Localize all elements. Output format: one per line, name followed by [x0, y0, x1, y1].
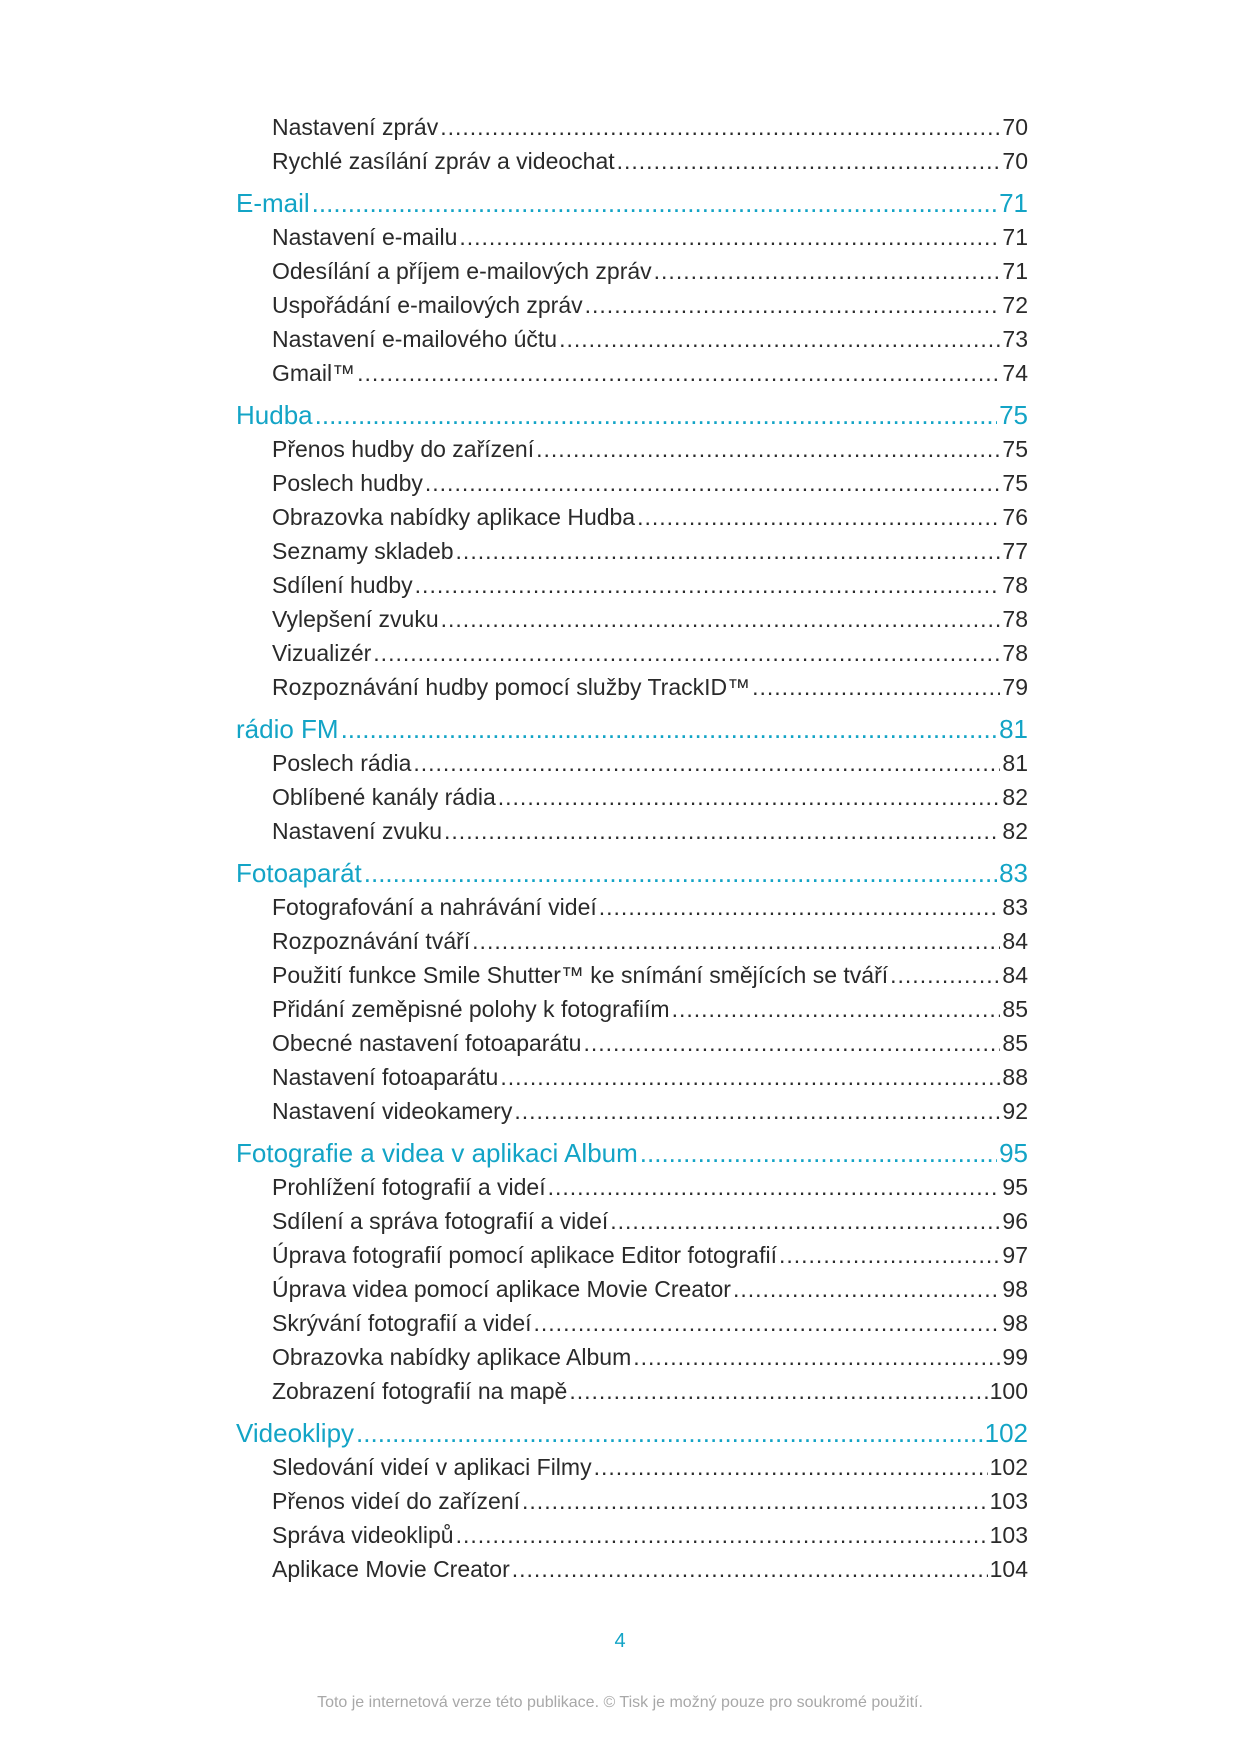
toc-title: Poslech rádia	[272, 750, 412, 776]
toc-title: Rozpoznávání tváří	[272, 928, 471, 954]
toc-title: Nastavení e-mailu	[272, 224, 458, 250]
dot-leader	[594, 1454, 988, 1481]
dot-leader	[583, 1030, 1000, 1057]
toc-entry[interactable]	[272, 996, 1028, 1030]
toc-entry[interactable]	[272, 1556, 1028, 1590]
toc-entry[interactable]	[272, 818, 1028, 852]
toc-entry[interactable]	[272, 606, 1028, 640]
toc-entry[interactable]	[272, 1310, 1028, 1344]
toc-title: Gmail™	[272, 360, 356, 386]
dot-leader	[654, 258, 1001, 285]
toc-page-number: 98	[1002, 1276, 1028, 1302]
dot-leader	[415, 572, 1001, 599]
toc-entry[interactable]	[272, 1030, 1028, 1064]
toc-page-number: 96	[1002, 1208, 1028, 1234]
toc-entry[interactable]	[272, 292, 1028, 326]
dot-leader	[440, 114, 1000, 141]
toc-page-number: 92	[1002, 1098, 1028, 1124]
toc-page-number: 98	[1002, 1310, 1028, 1336]
toc-page-number: 81	[1002, 750, 1028, 776]
dot-leader	[522, 1488, 988, 1515]
toc-section[interactable]	[236, 852, 1028, 894]
toc-title: Nastavení fotoaparátu	[272, 1064, 499, 1090]
toc-page-number: 70	[1002, 114, 1028, 140]
toc-entry[interactable]	[272, 470, 1028, 504]
toc-page-number: 75	[1002, 470, 1028, 496]
toc-entry[interactable]	[272, 1378, 1028, 1412]
toc-title: Rychlé zasílání zpráv a videochat	[272, 148, 615, 174]
toc-title: Videoklipy	[236, 1418, 355, 1448]
toc-page-number: 76	[1002, 504, 1028, 530]
page-footer: Toto je internetová verze této publikace. © Tisk je možný pouze pro soukromé použití.	[317, 1694, 923, 1711]
toc-page-number: 82	[1002, 818, 1028, 844]
toc-entry[interactable]	[272, 1208, 1028, 1242]
toc-entry[interactable]	[272, 258, 1028, 292]
dot-leader	[512, 1556, 988, 1583]
dot-leader	[640, 1138, 997, 1169]
toc-page-number: 95	[1002, 1174, 1028, 1200]
dot-leader	[341, 714, 998, 745]
dot-leader	[364, 858, 997, 889]
toc-page-number: 85	[1002, 996, 1028, 1022]
toc-entry[interactable]	[272, 784, 1028, 818]
toc-section[interactable]	[236, 708, 1028, 750]
toc-title: Použití funkce Smile Shutter™ ke snímání smějících se tváří	[272, 962, 889, 988]
toc-title: Aplikace Movie Creator	[272, 1556, 510, 1582]
toc-page-number: 78	[1002, 640, 1028, 666]
toc-entry[interactable]	[272, 1242, 1028, 1276]
toc-page-number: 103	[989, 1488, 1028, 1514]
toc-page-number: 83	[999, 858, 1028, 888]
toc-title: Prohlížení fotografií a videí	[272, 1174, 546, 1200]
toc-title: Odesílání a příjem e-mailových zpráv	[272, 258, 652, 284]
toc-page-number: 78	[1002, 606, 1028, 632]
dot-leader	[633, 1344, 1000, 1371]
dot-leader	[617, 148, 1001, 175]
toc-page-number: 71	[1002, 224, 1028, 250]
toc-page-number: 99	[1002, 1344, 1028, 1370]
toc-entry[interactable]	[272, 148, 1028, 182]
page-number: 4	[614, 1630, 626, 1652]
toc-title: rádio FM	[236, 714, 339, 744]
toc-title: Úprava fotografií pomocí aplikace Editor fotografií	[272, 1242, 777, 1268]
dot-leader	[444, 818, 1000, 845]
toc-title: Uspořádání e-mailových zpráv	[272, 292, 583, 318]
toc-title: E-mail	[236, 188, 310, 218]
toc-entry[interactable]	[272, 360, 1028, 394]
toc-section[interactable]	[236, 1412, 1028, 1454]
toc-entry[interactable]	[272, 326, 1028, 360]
toc-page-number: 72	[1002, 292, 1028, 318]
toc-title: Fotografování a nahrávání videí	[272, 894, 597, 920]
toc-title: Hudba	[236, 400, 313, 430]
toc-title: Obecné nastavení fotoaparátu	[272, 1030, 582, 1056]
toc-title: Přenos hudby do zařízení	[272, 436, 535, 462]
toc-title: Sdílení a správa fotografií a videí	[272, 1208, 609, 1234]
toc-entry[interactable]	[272, 1522, 1028, 1556]
toc-title: Zobrazení fotografií na mapě	[272, 1378, 568, 1404]
dot-leader	[413, 750, 1000, 777]
dot-leader	[536, 436, 1000, 463]
toc-page-number: 97	[1002, 1242, 1028, 1268]
toc-title: Nastavení e-mailového účtu	[272, 326, 558, 352]
toc-entry[interactable]	[272, 1098, 1028, 1132]
dot-leader	[637, 504, 1000, 531]
toc-title: Sledování videí v aplikaci Filmy	[272, 1454, 592, 1480]
dot-leader	[425, 470, 1001, 497]
dot-leader	[672, 996, 1001, 1023]
toc-section[interactable]	[236, 182, 1028, 224]
dot-leader	[459, 224, 1000, 251]
toc-title: Nastavení videokamery	[272, 1098, 513, 1124]
toc-entry[interactable]	[272, 538, 1028, 572]
dot-leader	[890, 962, 1000, 989]
toc-title: Oblíbené kanály rádia	[272, 784, 496, 810]
toc-title: Obrazovka nabídky aplikace Hudba	[272, 504, 636, 530]
toc-entry[interactable]	[272, 928, 1028, 962]
dot-leader	[312, 188, 997, 219]
toc-entry[interactable]	[272, 962, 1028, 996]
toc-page-number: 104	[989, 1556, 1028, 1582]
toc-page-number: 73	[1002, 326, 1028, 352]
dot-leader	[356, 1418, 983, 1449]
toc-title: Správa videoklipů	[272, 1522, 454, 1548]
toc-title: Vylepšení zvuku	[272, 606, 439, 632]
toc-section[interactable]	[236, 1132, 1028, 1174]
dot-leader	[514, 1098, 1000, 1125]
toc-title: Přenos videí do zařízení	[272, 1488, 521, 1514]
toc-entry[interactable]	[272, 504, 1028, 538]
dot-leader	[548, 1174, 1001, 1201]
toc-title: Seznamy skladeb	[272, 538, 454, 564]
toc-entry[interactable]	[272, 674, 1028, 708]
toc-page-number: 100	[989, 1378, 1028, 1404]
toc-entry[interactable]	[272, 1174, 1028, 1208]
dot-leader	[585, 292, 1001, 319]
toc-page-number: 88	[1002, 1064, 1028, 1090]
toc-page-number: 83	[1002, 894, 1028, 920]
toc-entry[interactable]	[272, 1064, 1028, 1098]
toc-entry[interactable]	[272, 1488, 1028, 1522]
toc-title: Obrazovka nabídky aplikace Album	[272, 1344, 632, 1370]
toc-title: Poslech hudby	[272, 470, 423, 496]
dot-leader	[752, 674, 1000, 701]
toc-title: Sdílení hudby	[272, 572, 413, 598]
toc-page-number: 70	[1002, 148, 1028, 174]
dot-leader	[500, 1064, 1000, 1091]
toc-entry[interactable]	[272, 572, 1028, 606]
toc-entry[interactable]	[272, 750, 1028, 784]
dot-leader	[599, 894, 1001, 921]
toc-page-number: 103	[989, 1522, 1028, 1548]
toc-entry[interactable]	[272, 1344, 1028, 1378]
toc-page-number: 102	[984, 1418, 1028, 1448]
toc-entry[interactable]	[272, 894, 1028, 928]
dot-leader	[357, 360, 1000, 387]
toc-page-number: 75	[999, 400, 1028, 430]
toc-page-number: 71	[999, 188, 1028, 218]
toc-title: Fotoaparát	[236, 858, 362, 888]
toc-section[interactable]	[236, 394, 1028, 436]
toc-entry[interactable]	[272, 114, 1028, 148]
toc-page-number: 75	[1002, 436, 1028, 462]
toc-page-number: 85	[1002, 1030, 1028, 1056]
toc-title: Přidání zeměpisné polohy k fotografiím	[272, 996, 670, 1022]
toc-page-number: 84	[1002, 962, 1028, 988]
toc-page-number: 79	[1002, 674, 1028, 700]
dot-leader	[534, 1310, 1001, 1337]
toc-entry[interactable]	[272, 1276, 1028, 1310]
dot-leader	[610, 1208, 1000, 1235]
dot-leader	[373, 640, 1000, 667]
dot-leader	[441, 606, 1001, 633]
toc-page-number: 77	[1002, 538, 1028, 564]
toc-page-number: 78	[1002, 572, 1028, 598]
toc-entry[interactable]	[272, 640, 1028, 674]
dot-leader	[498, 784, 1001, 811]
toc-title: Úprava videa pomocí aplikace Movie Creator	[272, 1276, 731, 1302]
dot-leader	[315, 400, 997, 431]
toc-page-number: 81	[999, 714, 1028, 744]
toc-title: Rozpoznávání hudby pomocí služby TrackID™	[272, 674, 751, 700]
dot-leader	[779, 1242, 1000, 1269]
dot-leader	[456, 1522, 988, 1549]
dot-leader	[559, 326, 1000, 353]
toc-page-number: 95	[999, 1138, 1028, 1168]
toc-entry[interactable]	[272, 436, 1028, 470]
dot-leader	[472, 928, 1000, 955]
toc-page-number: 84	[1002, 928, 1028, 954]
dot-leader	[733, 1276, 1000, 1303]
toc-page-number: 82	[1002, 784, 1028, 810]
toc-title: Fotografie a videa v aplikaci Album	[236, 1138, 638, 1168]
toc-page-number: 71	[1002, 258, 1028, 284]
toc-entry[interactable]	[272, 1454, 1028, 1488]
toc-title: Skrývání fotografií a videí	[272, 1310, 532, 1336]
toc-title: Nastavení zvuku	[272, 818, 443, 844]
toc-page-number: 74	[1002, 360, 1028, 386]
table-of-contents	[236, 114, 1028, 1590]
toc-title: Vizualizér	[272, 640, 372, 666]
toc-page-number: 102	[989, 1454, 1028, 1480]
dot-leader	[569, 1378, 987, 1405]
dot-leader	[456, 538, 1001, 565]
toc-entry[interactable]	[272, 224, 1028, 258]
toc-title: Nastavení zpráv	[272, 114, 439, 140]
